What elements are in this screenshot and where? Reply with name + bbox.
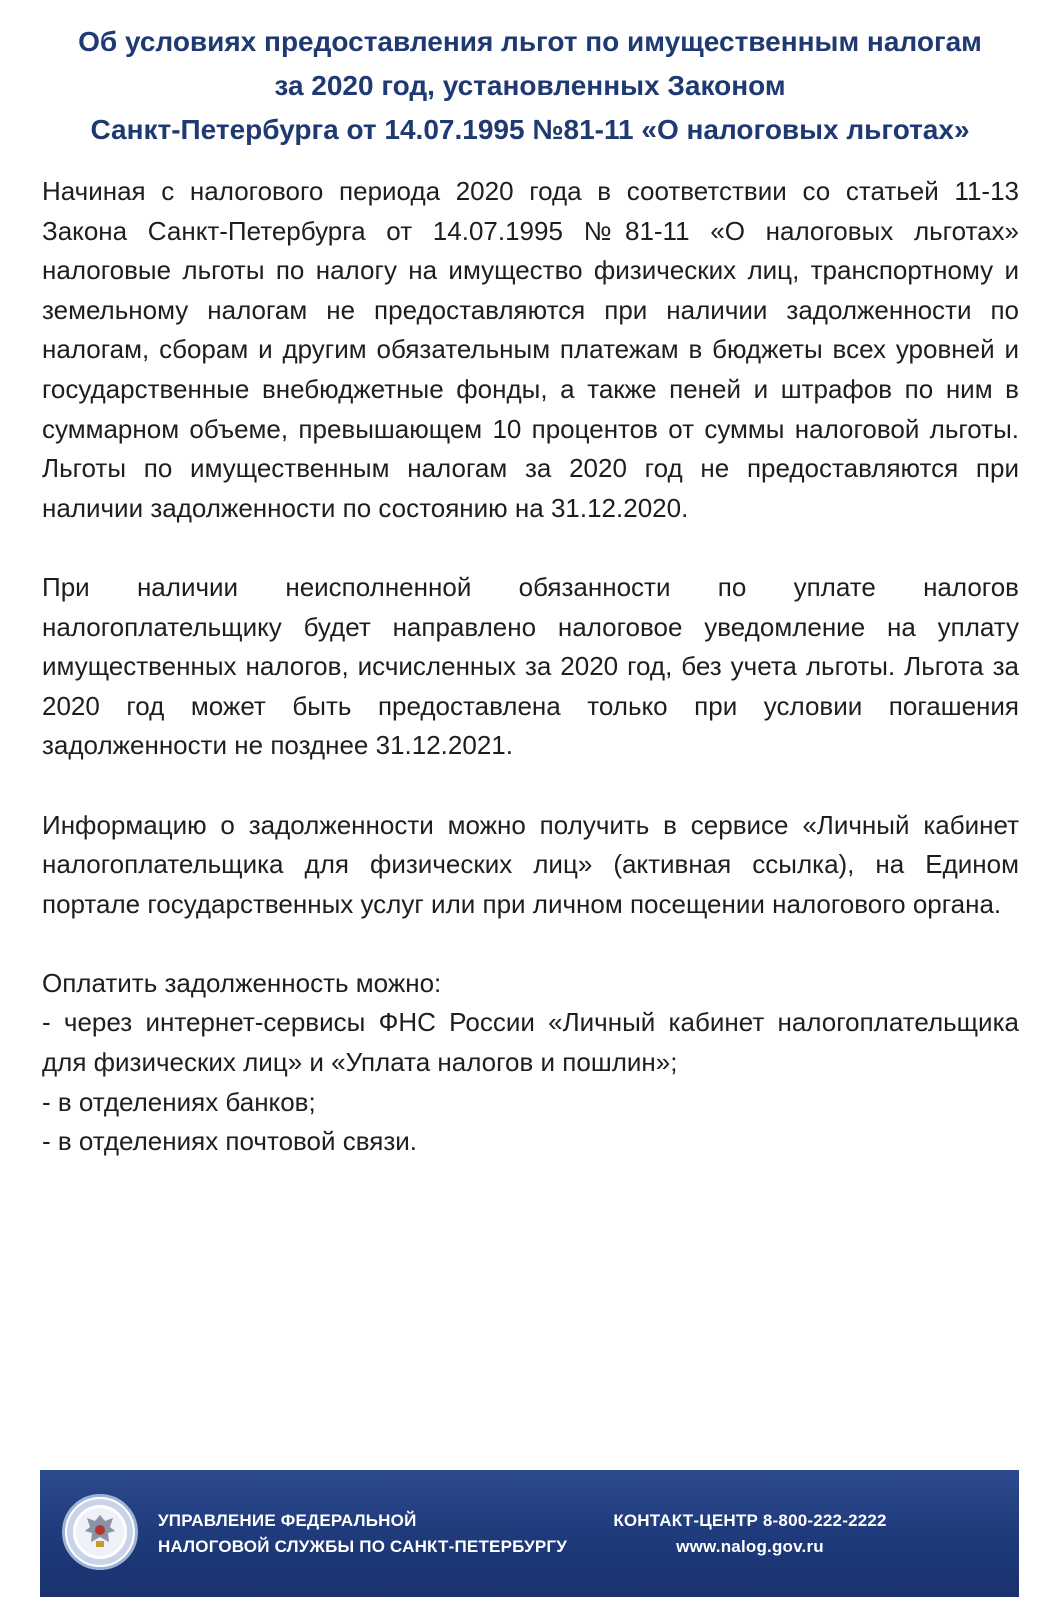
payment-option-online: - через интернет-сервисы ФНС России «Личный кабинет налогоплательщика для физических лиц» и «Уплата налогов и пошлин»; bbox=[42, 1007, 1019, 1078]
payment-option-banks: - в отделениях банков; bbox=[42, 1086, 316, 1117]
paragraph-benefit-conditions: Начиная с налогового периода 2020 года в соответствии со статьей 11-13 Закона Санкт-Петербурга от 14.07.1995 №81-11 «О налоговых льготах» налоговые льготы по налогу на имущество физических лиц, транспортному и земельному налогам не предоставляются при наличии задолженности по налогам, сборам и другим обязательным платежам в бюджеты всех уровней и государственные внебюджетные фонды, а также пеней и штрафов по ним в суммарном объеме, превышающем 10 процентов от суммы налоговой льготы. Льготы по имущественным налогам за 2020 год не предоставляются при наличии задолженности по состоянию на 31.12.2020. bbox=[42, 176, 1019, 523]
fns-emblem-icon bbox=[62, 1494, 138, 1570]
organization-line-2: НАЛОГОВОЙ СЛУЖБЫ ПО САНКТ-ПЕТЕРБУРГУ bbox=[158, 1537, 568, 1556]
payment-heading: Оплатить задолженность можно: bbox=[42, 967, 442, 998]
organization-line-1: УПРАВЛЕНИЕ ФЕДЕРАЛЬНОЙ bbox=[158, 1511, 417, 1530]
organization-name bbox=[158, 1508, 567, 1560]
payment-option-post: - в отделениях почтовой связи. bbox=[42, 1126, 418, 1157]
payment-section bbox=[42, 964, 1019, 1162]
title-line-1: Об условиях предоставления льгот по имущественным налогам bbox=[78, 26, 982, 57]
paragraph-tax-notice: При наличии неисполненной обязанности по уплате налогов налогоплательщику будет направлено налоговое уведомление на уплату имущественных налогов, исчисленных за 2020 год, без учета льготы. Льгота за 2020 год может быть предоставлена только при условии погашения задолженности не позднее 31.12.2021. bbox=[42, 571, 1019, 761]
contact-center-phone: КОНТАКТ-ЦЕНТР 8-800-222-2222 bbox=[613, 1511, 887, 1530]
website-link[interactable]: www.nalog.gov.ru bbox=[676, 1537, 824, 1556]
paragraph-debt-info: Информацию о задолженности можно получить в сервисе «Личный кабинет налогоплательщика для физических лиц» (активная ссылка), на Едином портале государственных услуг или при личном посещении налогового органа. bbox=[42, 809, 1019, 919]
contact-info bbox=[600, 1508, 900, 1560]
title-line-2: за 2020 год, установленных Законом bbox=[274, 70, 786, 101]
document-body bbox=[42, 172, 1019, 1162]
document-title bbox=[30, 20, 1030, 152]
footer-banner bbox=[40, 1470, 1019, 1597]
title-line-3: Санкт-Петербурга от 14.07.1995 №81-11 «О налоговых льготах» bbox=[90, 114, 970, 145]
